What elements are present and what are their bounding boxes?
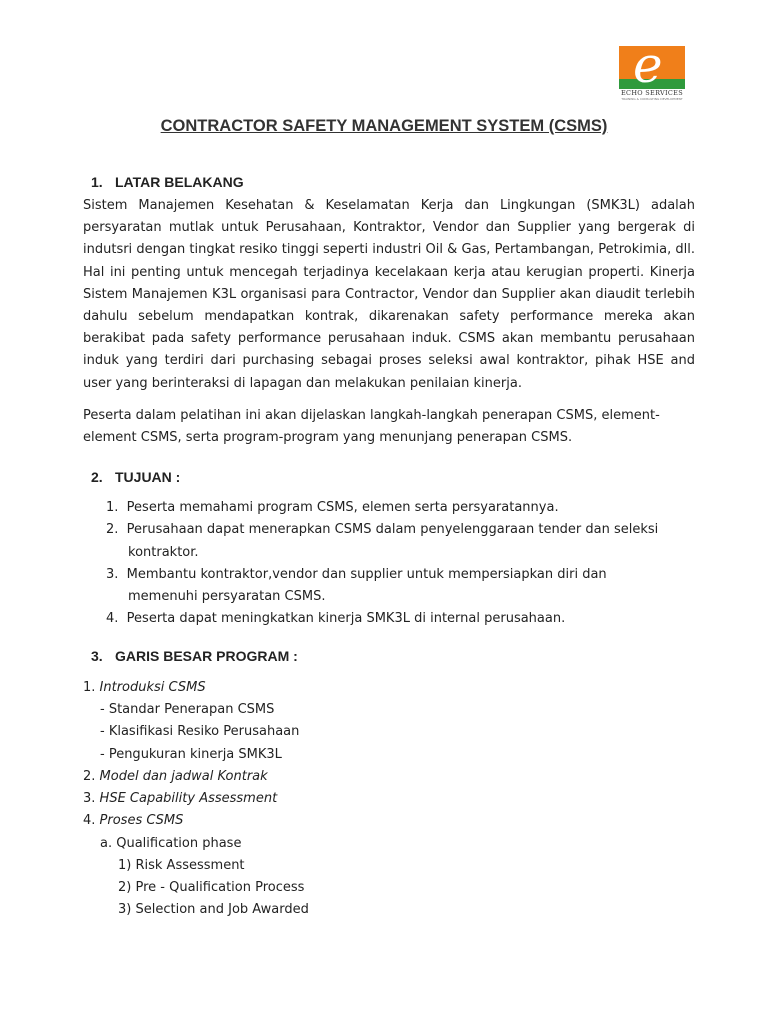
section-title: GARIS BESAR PROGRAM : (115, 648, 298, 664)
section-heading-latar-belakang (91, 174, 244, 190)
tujuan-item-2 (106, 522, 658, 537)
list-text: Peserta dapat meningkatkan kinerja SMK3L di internal perusahaan. (126, 611, 566, 626)
list-text: HSE Capability Assessment (99, 791, 278, 806)
program-phase: a. Qualification phase (100, 836, 242, 851)
list-text: Perusahaan dapat menerapkan CSMS dalam penyelenggaraan tender dan seleksi (126, 522, 659, 537)
logo-brand: ECHO SERVICES (621, 89, 683, 97)
section-title: LATAR BELAKANG (115, 174, 244, 190)
tujuan-item-3-continued: memenuhi persyaratan CSMS. (128, 589, 326, 604)
program-item-2 (83, 769, 268, 784)
list-number: 4. (83, 813, 96, 828)
program-item-3 (83, 791, 277, 806)
logo-letter: e (633, 36, 663, 94)
program-subitem: - Klasifikasi Resiko Perusahaan (100, 724, 300, 739)
list-number: 4. (106, 611, 119, 626)
section-number: 2. (91, 469, 103, 485)
tujuan-item-1 (106, 500, 559, 515)
list-text: Introduksi CSMS (99, 680, 206, 695)
list-number: 3. (83, 791, 96, 806)
document-title: CONTRACTOR SAFETY MANAGEMENT SYSTEM (CSMS) (160, 117, 608, 135)
latar-paragraph-2: Peserta dalam pelatihan ini akan dijelaskan langkah-langkah penerapan CSMS, element-element CSMS, serta program-program yang menunjang penerapan CSMS. (83, 408, 660, 446)
tujuan-item-4 (106, 611, 565, 626)
list-text: Membantu kontraktor,vendor dan supplier untuk mempersiapkan diri dan (126, 567, 607, 582)
company-logo (619, 36, 685, 101)
program-step: 2) Pre - Qualification Process (118, 880, 305, 895)
logo-tagline: TRAINING & CONSULTING DEVELOPMENT (621, 97, 683, 101)
section-heading-garis-besar (91, 648, 298, 664)
tujuan-item-3 (106, 567, 607, 582)
section-number: 3. (91, 648, 103, 664)
list-number: 1. (106, 500, 119, 515)
program-step: 3) Selection and Job Awarded (118, 902, 309, 917)
section-title: TUJUAN : (115, 469, 181, 485)
section-heading-tujuan (91, 469, 180, 485)
program-subitem: - Standar Penerapan CSMS (100, 702, 275, 717)
program-item-4 (83, 813, 183, 828)
list-number: 1. (83, 680, 96, 695)
section-number: 1. (91, 174, 103, 190)
program-subitem: - Pengukuran kinerja SMK3L (100, 747, 282, 762)
program-step: 1) Risk Assessment (118, 858, 245, 873)
list-number: 2. (106, 522, 119, 537)
program-item-1 (83, 680, 206, 695)
latar-paragraph-1: Sistem Manajemen Kesehatan & Keselamatan Kerja dan Lingkungan (SMK3L) adalah persyaratan mutlak untuk Perusahaan, Kontraktor, Vendor dan Supplier yang bergerak di indutsri dengan tingkat resiko tinggi seperti industri Oil & Gas, Pertambangan, Petrokimia, dll. Hal ini penting untuk mencegah terjadinya kecelakaan kerja atau kerugian properti. Kinerja Sistem Manajemen K3L organisasi para Contractor, Vendor dan Supplier akan diaudit terlebih dahulu sebelum mendapatkan kontrak, dikarenakan safety performance mereka akan berakibat pada safety performance perusahaan induk. CSMS akan membantu perusahaan induk yang terdiri dari purchasing sebagai proses seleksi awal kontraktor, pihak HSE and user yang berinteraksi di lapagan dan melakukan penilaian kinerja. (83, 198, 695, 391)
list-text: Proses CSMS (99, 813, 184, 828)
tujuan-item-2-continued: kontraktor. (128, 545, 199, 560)
list-text: Peserta memahami program CSMS, elemen serta persyaratannya. (126, 500, 559, 515)
list-number: 2. (83, 769, 96, 784)
list-text: Model dan jadwal Kontrak (99, 769, 268, 784)
list-number: 3. (106, 567, 119, 582)
